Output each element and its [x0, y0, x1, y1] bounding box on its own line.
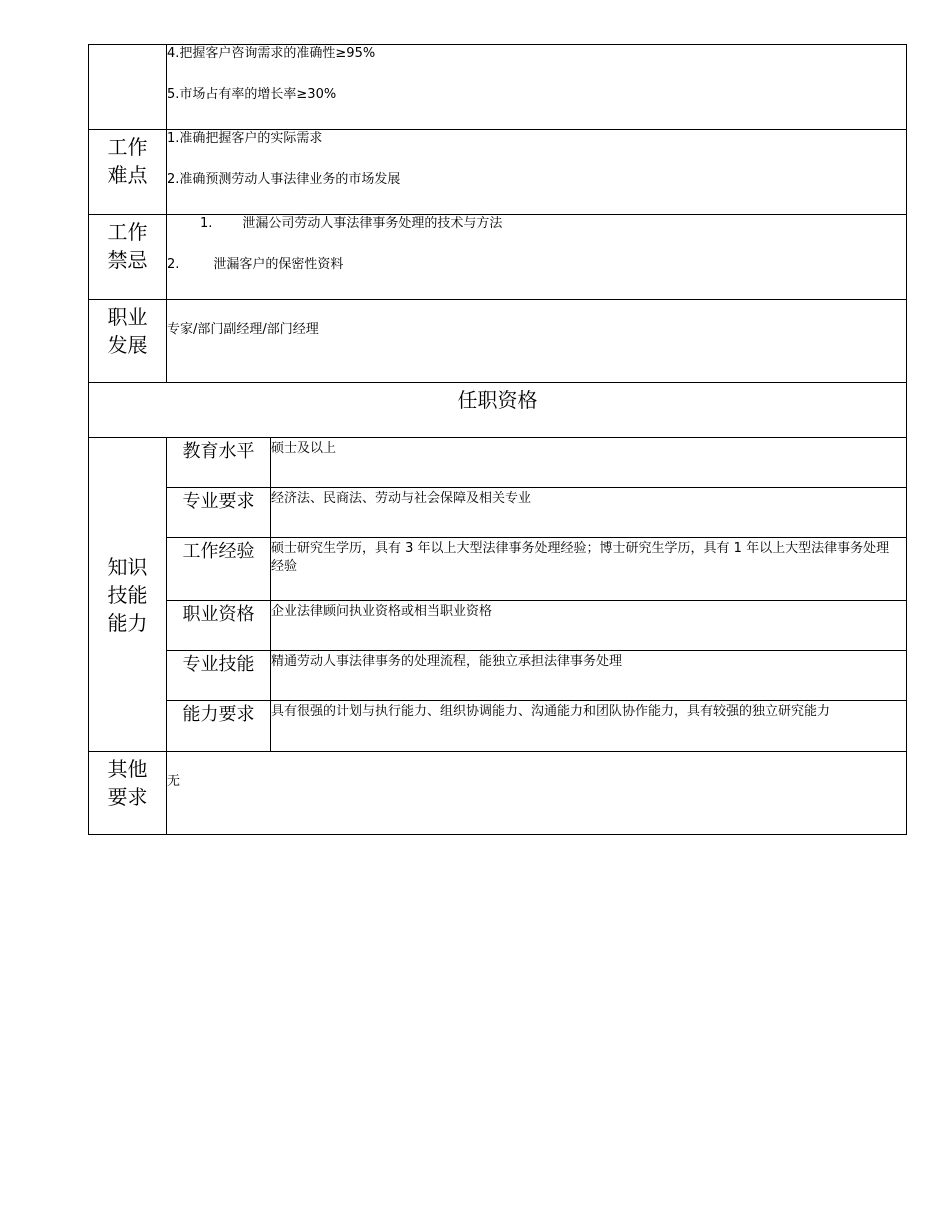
skills-value: 精通劳动人事法律事务的处理流程，能独立承担法律事务处理 [271, 651, 907, 701]
difficulties-row [89, 130, 907, 215]
knowledge-row [89, 438, 907, 488]
kpi-line-5: 5.市场占有率的增长率≥30% [167, 87, 337, 102]
career-path: 专家/部门副经理/部门经理 [167, 322, 319, 337]
knowledge-row [89, 651, 907, 701]
taboo-item: 1. 泄漏公司劳动人事法律事务处理的技术与方法 [200, 216, 503, 231]
knowledge-row [89, 488, 907, 538]
taboos-content [167, 215, 907, 300]
education-label: 教育水平 [167, 438, 271, 488]
experience-label: 工作经验 [167, 538, 271, 601]
kpi-content-cell [167, 45, 907, 130]
job-description-table [88, 44, 907, 835]
kpi-continuation-row [89, 45, 907, 130]
section-title: 任职资格 [89, 383, 907, 438]
difficulty-item: 1.准确把握客户的实际需求 [167, 131, 323, 146]
other-label: 其他 要求 [89, 752, 167, 835]
kpi-line-4: 4.把握客户咨询需求的准确性≥95% [167, 46, 376, 61]
certification-label: 职业资格 [167, 601, 271, 651]
knowledge-row [89, 601, 907, 651]
major-value: 经济法、民商法、劳动与社会保障及相关专业 [271, 488, 907, 538]
difficulties-content [167, 130, 907, 215]
knowledge-label: 知识 技能 能力 [89, 438, 167, 752]
certification-value: 企业法律顾问执业资格或相当职业资格 [271, 601, 907, 651]
skills-label: 专业技能 [167, 651, 271, 701]
taboo-item: 2. 泄漏客户的保密性资料 [167, 257, 344, 272]
taboos-label: 工作 禁忌 [89, 215, 167, 300]
major-label: 专业要求 [167, 488, 271, 538]
ability-label: 能力要求 [167, 701, 271, 752]
education-value: 硕士及以上 [271, 438, 907, 488]
ability-value: 具有很强的计划与执行能力、组织协调能力、沟通能力和团队协作能力，具有较强的独立研究能力 [271, 701, 907, 752]
career-row [89, 300, 907, 383]
qualifications-header-row [89, 383, 907, 438]
knowledge-row [89, 538, 907, 601]
other-row [89, 752, 907, 835]
other-value: 无 [167, 774, 181, 789]
career-label: 职业 发展 [89, 300, 167, 383]
knowledge-row [89, 701, 907, 752]
difficulty-item: 2.准确预测劳动人事法律业务的市场发展 [167, 172, 401, 187]
other-content [167, 752, 907, 835]
career-content [167, 300, 907, 383]
taboos-row [89, 215, 907, 300]
difficulties-label: 工作 难点 [89, 130, 167, 215]
kpi-label-cell [89, 45, 167, 130]
experience-value: 硕士研究生学历，具有 3 年以上大型法律事务处理经验；博士研究生学历，具有 1 年以上大型法律事务处理经验 [271, 538, 907, 601]
